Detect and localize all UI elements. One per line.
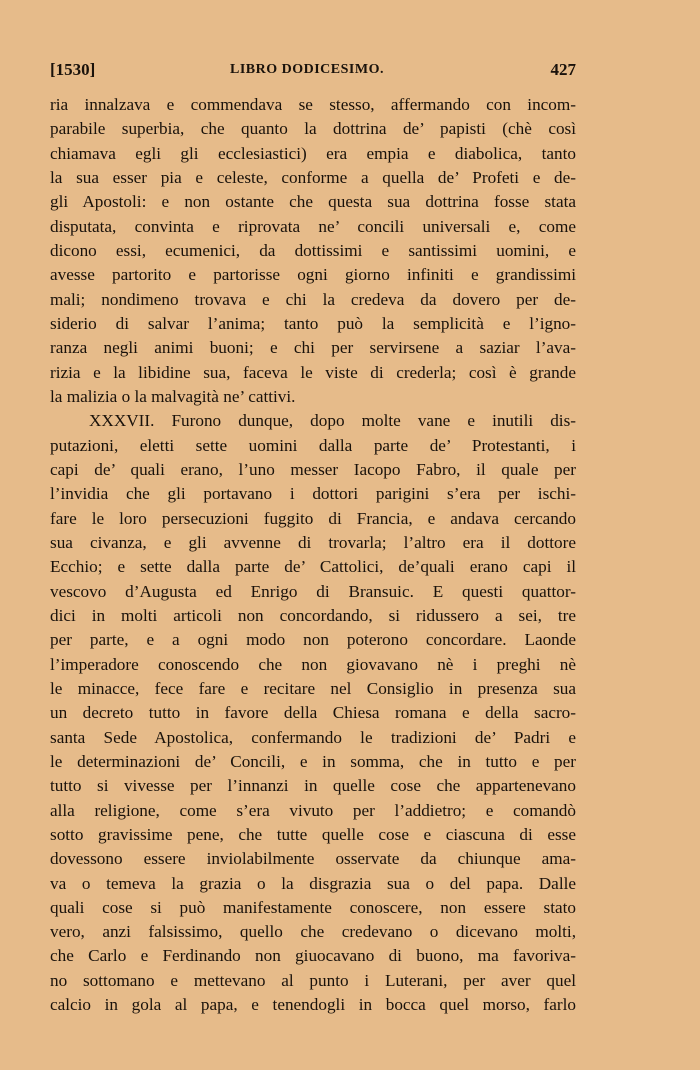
- text-line: rizia e la libidine sua, faceva le viste di crederla; così è grande: [50, 362, 576, 382]
- text-line: sua civanza, e gli avvenne di trovarla; l’altro era il dottore: [50, 532, 576, 552]
- text-line: che Carlo e Ferdinando non giuocavano di buono, ma favoriva-: [50, 946, 576, 966]
- text-line: Ecchio; e sette dalla parte de’ Cattolici, de’quali erano capi il: [50, 557, 576, 577]
- text-line: ranza negli animi buoni; e chi per servirsene a saziar l’ava-: [50, 338, 576, 358]
- text-line: chiamava egli gli ecclesiastici) era empia e diabolica, tanto: [50, 143, 576, 163]
- page-header: [50, 60, 576, 86]
- text-line: dovessono essere inviolabilmente osservate da chiunque ama-: [50, 849, 576, 869]
- text-line: le minacce, fece fare e recitare nel Consiglio in presenza sua: [50, 678, 576, 698]
- text-line: dicono essi, ecumenici, da dottissimi e santissimi uomini, e: [50, 240, 576, 260]
- text-line: sotto gravissime pene, che tutte quelle cose e ciascuna di esse: [50, 824, 576, 844]
- text-line: tutto si vivesse per l’innanzi in quelle cose che appartenevano: [50, 776, 576, 796]
- text-line: le determinazioni de’ Concili, e in somma, che in tutto e per: [50, 751, 576, 771]
- text-line: avesse partorito e partorisse ogni giorno infiniti e grandissimi: [50, 265, 576, 285]
- text-line: vero, anzi falsissimo, quello che credevano o dicevano molti,: [50, 922, 576, 942]
- section-start-line: XXXVII. Furono dunque, dopo molte vane e inutili dis-: [89, 411, 576, 431]
- text-line: l’imperadore conoscendo che non giovavano nè i preghi nè: [50, 654, 576, 674]
- text-line: capi de’ quali erano, l’uno messer Iacopo Fabro, il quale per: [50, 459, 576, 479]
- text-line: vescovo d’Augusta ed Enrigo di Bransuic. E questi quattor-: [50, 581, 576, 601]
- text-line: la sua esser pia e celeste, conforme a quella de’ Profeti e de-: [50, 167, 576, 187]
- text-line: l’invidia che gli portavano i dottori parigini s’era per ischi-: [50, 484, 576, 504]
- text-line: un decreto tutto in favore della Chiesa romana e della sacro-: [50, 703, 576, 723]
- text-line: la malizia o la malvagità ne’ cattivi.: [50, 386, 296, 406]
- text-line: quali cose si può manifestamente conoscere, non essere stato: [50, 897, 576, 917]
- text-line: putazioni, eletti sette uomini dalla parte de’ Protestanti, i: [50, 435, 576, 455]
- page-number: 427: [550, 60, 576, 79]
- text-line: mali; nondimeno trovava e chi la credeva da dovero per de-: [50, 289, 576, 309]
- text-line: no sottomano e mettevano al punto i Luterani, per aver quel: [50, 970, 576, 990]
- text-line: fare le loro persecuzioni fuggito di Francia, e andava cercando: [50, 508, 576, 528]
- text-line: santa Sede Apostolica, confermando le tradizioni de’ Padri e: [50, 727, 576, 747]
- body-text: [50, 93, 576, 1017]
- text-line: disputata, convinta e riprovata ne’ concili universali e, come: [50, 216, 576, 236]
- text-line: per parte, e a ogni modo non poterono concordare. Laonde: [50, 630, 576, 650]
- year-marker: [1530]: [50, 60, 96, 79]
- text-line: va o temeva la grazia o la disgrazia sua o del papa. Dalle: [50, 873, 576, 893]
- text-line: alla religione, come s’era vivuto per l’addietro; e comandò: [50, 800, 576, 820]
- text-line: siderio di salvar l’anima; tanto può la semplicità e l’igno-: [50, 313, 576, 333]
- text-line: ria innalzava e commendava se stesso, affermando con incom-: [50, 95, 576, 114]
- text-line: gli Apostoli: e non ostante che questa sua dottrina fosse stata: [50, 192, 576, 212]
- text-line: parabile superbia, che quanto la dottrina de’ papisti (chè così: [50, 119, 576, 139]
- text-line: dici in molti articoli non concordando, si ridussero a sei, tre: [50, 605, 576, 625]
- text-line: calcio in gola al papa, e tenendogli in bocca quel morso, farlo: [50, 995, 576, 1015]
- running-title: LIBRO DODICESIMO.: [230, 62, 384, 77]
